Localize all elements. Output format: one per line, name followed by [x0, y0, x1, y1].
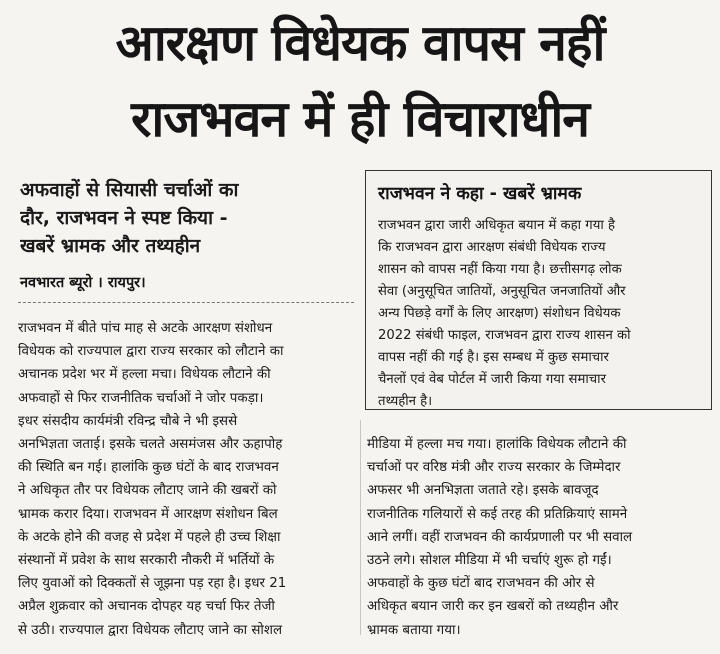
article-line: अफवाहों के कुछ घंटों बाद राजभवन की ओर से [367, 576, 595, 592]
subheadline-line: खबरें भ्रामक और तथ्यहीन [20, 235, 201, 257]
sidebar-box-title: राजभवन ने कहा - खबरें भ्रामक [378, 184, 582, 204]
article-line: से उठी। राज्यपाल द्वारा विधेयक लौटाए जाने का सोशल [18, 622, 283, 638]
article-line: विधेयक को राज्यपाल द्वारा राज्य सरकार को लौटाने का [18, 344, 284, 360]
article-line: अधिकृत बयान जारी कर इन खबरों को तथ्यहीन और [367, 599, 619, 615]
box-line: तथ्यहीन है। [378, 394, 433, 409]
article-line: अनभिज्ञता जताई। इसके चलते असमंजस और ऊहापोह [18, 437, 283, 453]
article-left-column [18, 317, 356, 642]
article-line: के अटके होने की वजह से प्रदेश में पहले ही उच्च शिक्षा [18, 529, 281, 545]
box-line: चैनलों एवं वेब पोर्टल में जारी किया गया समाचार [378, 372, 606, 387]
byline: नवभारत ब्यूरो । रायपुर। [20, 275, 146, 291]
box-line: सेवा (अनुसूचित जातियों, अनुसूचित जनजातियों और [378, 284, 626, 299]
box-line: कि राजभवन द्वारा आरक्षण संबंधी विधेयक राज्य [378, 240, 606, 255]
article-line: इधर संसदीय कार्यमंत्री रविन्द्र चौबे ने भी इससे [18, 413, 238, 429]
article-line: राजभवन में बीते पांच माह से अटके आरक्षण संशोधन [18, 321, 273, 336]
article-line: अचानक प्रदेश भर में हल्ला मचा। विधेयक लौटाने की [18, 367, 271, 383]
box-line: 2022 संबंधी फाइल, राजभवन द्वारा राज्य शासन को [378, 328, 631, 343]
box-line: वापस नहीं की गई है। इस सम्बध में कुछ समाचार [378, 350, 609, 365]
headline-line-2: राजभवन में ही विचाराधीन [130, 90, 590, 148]
article-line: उठने लगे। सोशल मीडिया में भी चर्चाएं शुरू हो गईं। [367, 553, 612, 569]
subheadline-line: अफवाहों से सियासी चर्चाओं का [20, 179, 239, 201]
article-line: आने लगीं। वहीं राजभवन की कार्यप्रणाली पर भी सवाल [367, 529, 633, 545]
box-line: शासन को वापस नहीं किया गया है। छत्तीसगढ़ लोक [378, 262, 622, 277]
article-line: ने अधिकृत तौर पर विधेयक लौटाए जाने की खबरों को [18, 483, 277, 499]
article-line: अफवाहों से फिर राजनीतिक चर्चाओं ने जोर पकड़ा। [18, 390, 264, 406]
article-line: संस्थानों में प्रवेश के साथ सरकारी नौकरी में भर्तियों के [18, 553, 275, 569]
box-line: अन्य पिछड़े वर्गों के लिए आरक्षण) संशोधन विधेयक [378, 306, 621, 321]
subheadline [20, 176, 350, 260]
article-line: भ्रामक बताया गया। [367, 622, 461, 638]
column-divider [360, 420, 361, 635]
article-line: चर्चाओं पर वरिष्ठ मंत्री और राज्य सरकार के जिम्मेदार [367, 460, 621, 476]
article-line: अफसर भी अनभिज्ञता जताते रहे। इसके बावजूद [367, 483, 599, 499]
article-line: मीडिया में हल्ला मच गया। हालांकि विधेयक लौटाने की [367, 437, 627, 452]
article-line: की स्थिति बन गई। हालांकि कुछ घंटों के बाद राजभवन [18, 460, 279, 476]
subheadline-line: दौर, राजभवन ने स्पष्ट किया - [20, 207, 228, 229]
box-line: राजभवन द्वारा जारी अधिकृत बयान में कहा गया है [378, 218, 615, 233]
article-right-column [367, 433, 710, 642]
article-line: राजनीतिक गलियारों से कई तरह की प्रतिक्रियाएं सामने [367, 506, 628, 522]
byline-divider [18, 302, 354, 303]
article-line: भ्रामक करार दिया। राजभवन में आरक्षण संशोधन बिल [18, 506, 278, 522]
headline-line-1: आरक्षण विधेयक वापस नहीं [115, 14, 605, 72]
article-line: अप्रैल शुक्रवार को अचानक दोपहर यह चर्चा फिर तेजी [18, 599, 275, 615]
article-line: लिए युवाओं को दिक्कतों से जूझना पड़ रहा है। इधर 21 [18, 576, 287, 592]
sidebar-box [365, 170, 712, 410]
sidebar-box-body [378, 215, 703, 413]
